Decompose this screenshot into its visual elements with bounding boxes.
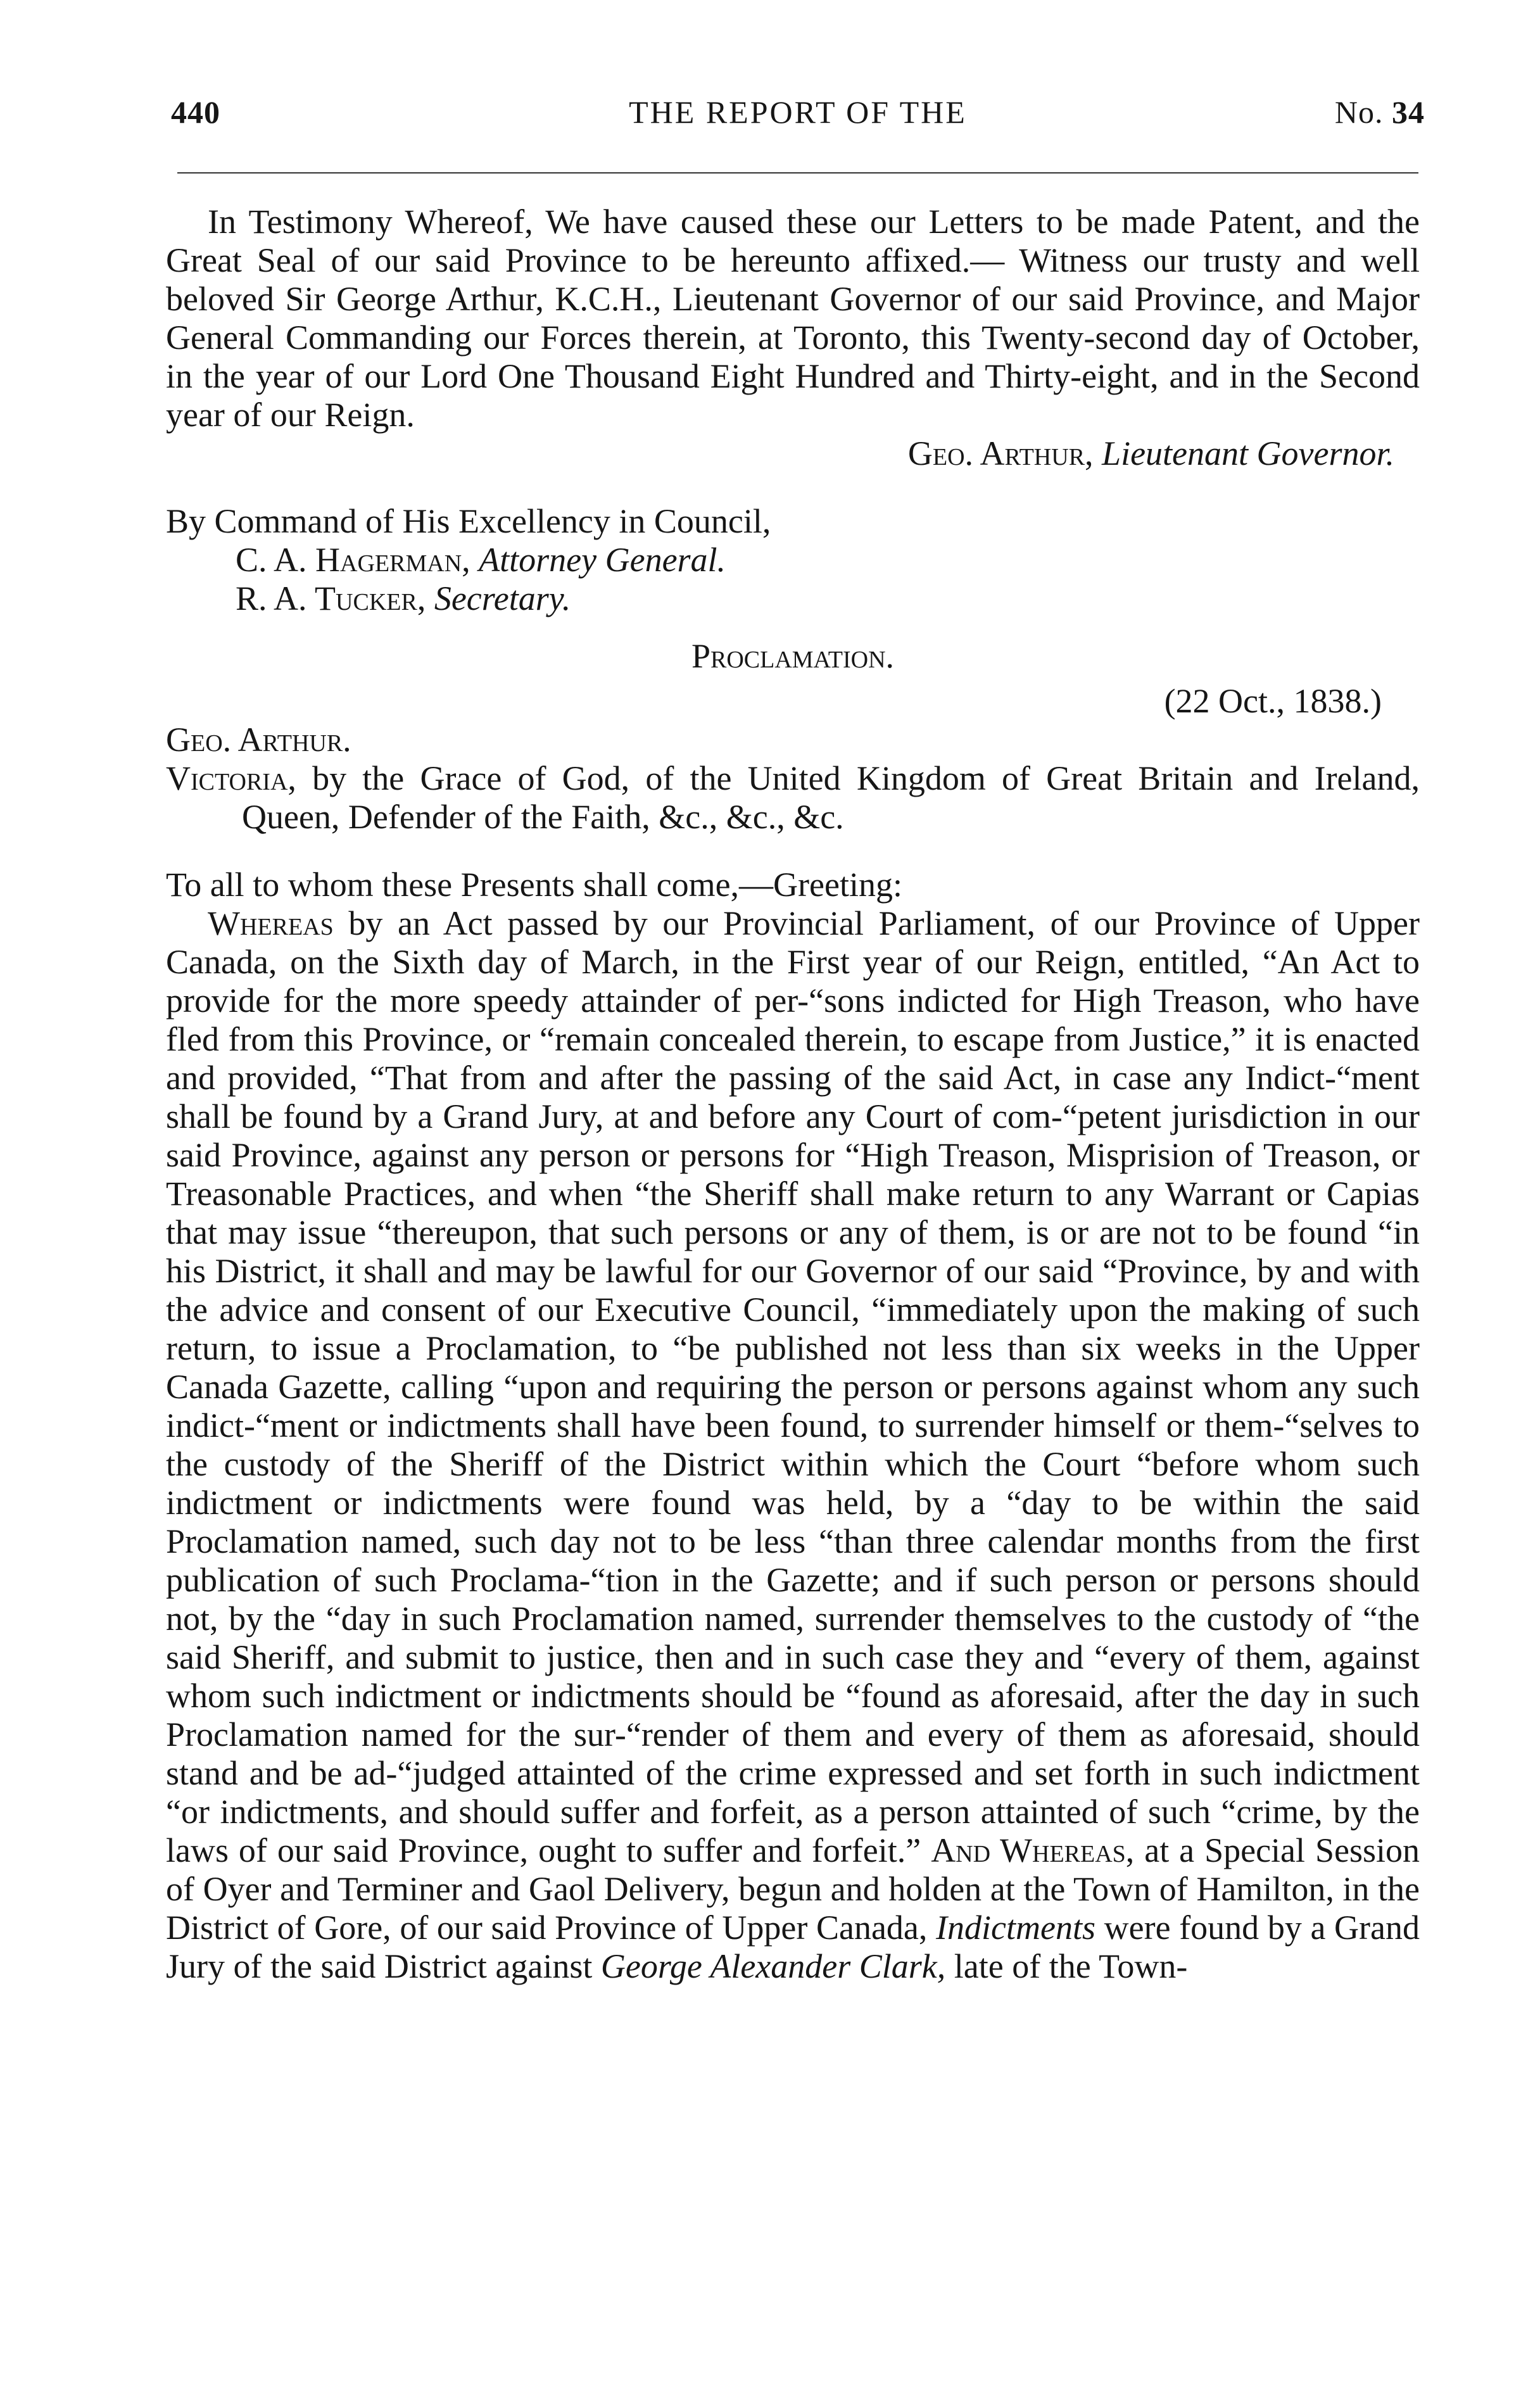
secretary-line <box>166 579 1420 618</box>
spacer <box>166 473 1420 502</box>
proclamation-heading: Proclamation. <box>691 637 895 675</box>
attorney-title: Attorney General. <box>479 541 726 579</box>
indictments-word: Indictments <box>936 1909 1095 1947</box>
running-title: THE REPORT OF THE <box>629 94 967 130</box>
page-header <box>171 94 1425 138</box>
whereas-text: by an Act passed by our Provincial Parliament, of our Province of Upper Canada, on the Sixth day of March, in the First year of our Reign, entitled, “An Act to provide for the more speedy attainder of per-“sons indicted for High Treason, who have fled from this Province, or “remain concealed therein, to escape from Justice,” it is enacted and provided, “That from and after the passing of the said Act, in case any Indict-“ment shall be found by a Grand Jury, at and before any Court of com-“petent jurisdiction in our said Province, against any person or persons for “High Treason, Misprision of Treason, or Treasonable Practices, and when “the Sheriff shall make return to any Warrant or Capias that may issue “thereupon, that such persons or any of them, is or are not to be found “in his District, it shall and may be lawful for our Governor of our said “Province, by and with the advice and consent of our Executive Council, “immediately upon the making of such return, to issue a Proclamation, to “be published not less than six weeks in the Upper Canada Gazette, calling “upon and requiring the person or persons against whom any such indict-“ment or indictments shall have been found, to surrender himself or them-“selves to the custody of the Sheriff of the District within which the Court “before whom such indictment or indictments were found was held, by a “day to be within the said Proclamation named, such day not to be less “than three calendar months from the first publication of such Proclama-“tion in the Gazette; and if such person or persons should not, by the “day in such Proclamation named, surrender themselves to the custody of “the said Sheriff, and submit to justice, then and in such case they and “every of them, against whom such indictment or indictments should be “found as aforesaid, after the day in such Proclamation named for the sur-“render of them and every of them as aforesaid, should stand and be ad-“judged attainted of the crime expressed and set forth in such indictment “or indictments, and should suffer and forfeit, as a person attainted of such “crime, by the laws of our said Province, ought to suffer and forfeit.” <box>166 904 1420 1869</box>
victoria-name: Victoria, <box>166 759 296 797</box>
testimony-paragraph: In Testimony Whereof, We have caused these our Letters to be made Patent, and the Great Seal of our said Province to be hereunto affixed.— Witness our trusty and well beloved Sir George Arthur, K.C.H., Lieutenant Governor of our said Province, and Major General Commanding our Forces therein, at Toronto, this Twenty-second day of October, in the year of our Lord One Thousand Eight Hundred and Thirty-eight, and in the Second year of our Reign. <box>166 203 1420 434</box>
defendant-name: George Alexander Clark, <box>600 1947 946 1985</box>
testimony-signature <box>166 434 1420 473</box>
page-body <box>166 203 1420 1986</box>
report-number-label: No. <box>1334 94 1384 130</box>
command-line: By Command of His Excellency in Council, <box>166 502 771 540</box>
and-whereas-text-3: late of the Town- <box>954 1947 1188 1985</box>
victoria-text: by the Grace of God, of the United Kingdom of Great Britain and Ireland, Queen, Defender of the Faith, &c., &c., &c. <box>242 759 1420 836</box>
victoria-paragraph <box>166 759 1420 837</box>
signature-name: Geo. Arthur, <box>907 434 1094 472</box>
proclamation-signer: Geo. Arthur. <box>166 721 351 759</box>
proclamation-date-row <box>166 682 1420 721</box>
greeting-line: To all to whom these Presents shall come,—Greeting: <box>166 866 902 904</box>
and-whereas-text-2: were found by a Grand Jury of the said District against <box>166 1909 1420 1985</box>
page-number: 440 <box>171 94 220 130</box>
signature-title: Lieutenant Governor. <box>1102 434 1394 472</box>
whereas-paragraph <box>166 904 1420 1986</box>
and-whereas-text-1: at a Special Session of Oyer and Terminer and Gaol Delivery, begun and holden at the Town of Hamilton, in the District of Gore, of our said Province of Upper Canada, <box>166 1831 1420 1947</box>
report-number <box>1335 94 1425 130</box>
secretary-title: Secretary. <box>434 579 571 617</box>
whereas-word: Whereas <box>208 904 334 942</box>
header-rule <box>177 172 1418 174</box>
attorney-name: C. A. Hagerman, <box>236 541 470 579</box>
report-number-value: 34 <box>1392 94 1425 130</box>
proclamation-date: (22 Oct., 1838.) <box>1164 682 1382 720</box>
and-whereas-word: And Whereas, <box>931 1831 1135 1869</box>
secretary-name: R. A. Tucker, <box>236 579 426 617</box>
spacer <box>166 837 1420 866</box>
attorney-line <box>166 541 1420 579</box>
